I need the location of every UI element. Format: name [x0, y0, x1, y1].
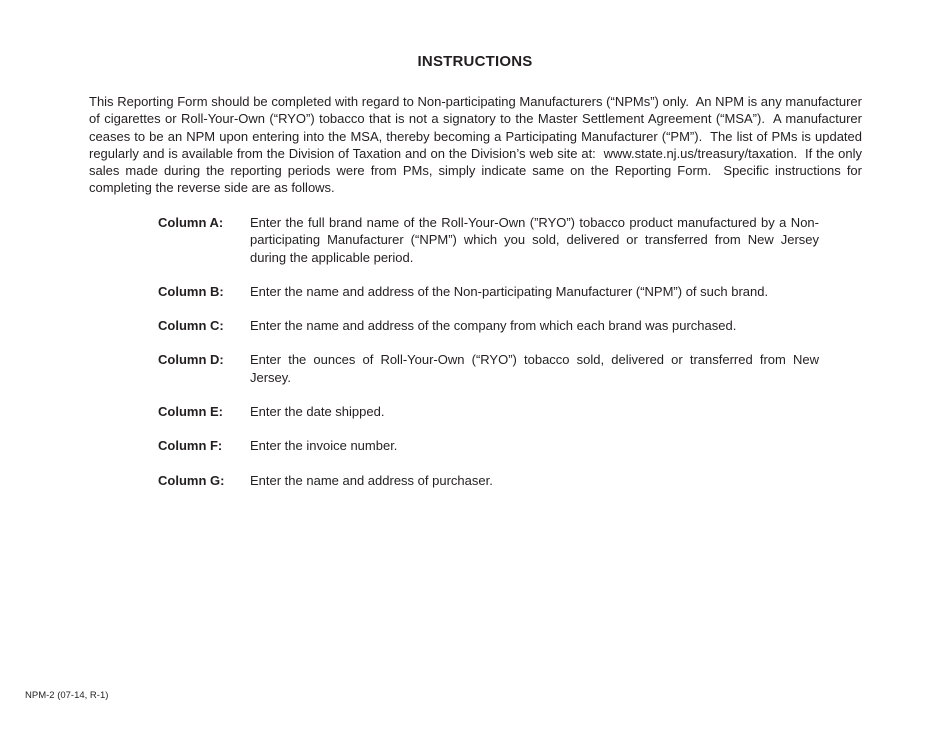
column-a-text: Enter the full brand name of the Roll-Your-Own (”RYO”) tobacco product manufactured by a Non-participating Manufacturer (“NPM”) which you sold, delivered or transferred from New Jersey during the applicable period. — [250, 215, 819, 265]
intro-paragraph: This Reporting Form should be completed with regard to Non-participating Manufacturers (“NPMs”) only. An NPM is any manufacturer of cigarettes or Roll-Your-Own (“RYO”) tobacco that is not a signatory to the Master Settlement Agreement (“MSA”). A manufacturer ceases to be an NPM upon entering into the MSA, thereby becoming a Participating Manufacturer (“PM”). The list of PMs is updated regularly and is available from the Division of Taxation and on the Division’s web site at: www.state.nj.us/treasury/taxation. If the only sales made during the reporting periods were from PMs, simply indicate same on the Reporting Form. Specific instructions for completing the reverse side are as follows. — [89, 94, 866, 196]
column-f-label: Column F: — [158, 438, 223, 454]
column-g-label: Column G: — [158, 472, 225, 488]
column-e-text: Enter the date shipped. — [250, 404, 385, 420]
column-d-text: Enter the ounces of Roll-Your-Own (“RYO”) tobacco sold, delivered or transferred from New Jersey. — [250, 352, 819, 385]
column-f-instruction — [158, 437, 819, 454]
column-a-instruction — [158, 214, 819, 266]
column-a-label: Column A: — [158, 215, 224, 230]
form-code: NPM-2 (07-14, R-1) — [25, 690, 109, 701]
column-c-text: Enter the name and address of the company from which each brand was purchased. — [250, 318, 737, 334]
column-c-instruction — [158, 317, 819, 334]
column-c-label: Column C: — [158, 318, 224, 334]
column-instructions-list — [158, 214, 819, 489]
column-d-instruction — [158, 351, 819, 386]
column-f-text: Enter the invoice number. — [250, 438, 398, 454]
page-title: INSTRUCTIONS — [417, 53, 533, 70]
column-g-text: Enter the name and address of purchaser. — [250, 472, 493, 488]
column-b-label: Column B: — [158, 283, 224, 299]
column-b-text: Enter the name and address of the Non-participating Manufacturer (“NPM”) of such brand. — [250, 283, 769, 299]
column-b-instruction — [158, 283, 819, 300]
column-d-label: Column D: — [158, 352, 224, 368]
column-e-label: Column E: — [158, 404, 223, 420]
column-e-instruction — [158, 403, 819, 420]
column-g-instruction — [158, 472, 819, 489]
